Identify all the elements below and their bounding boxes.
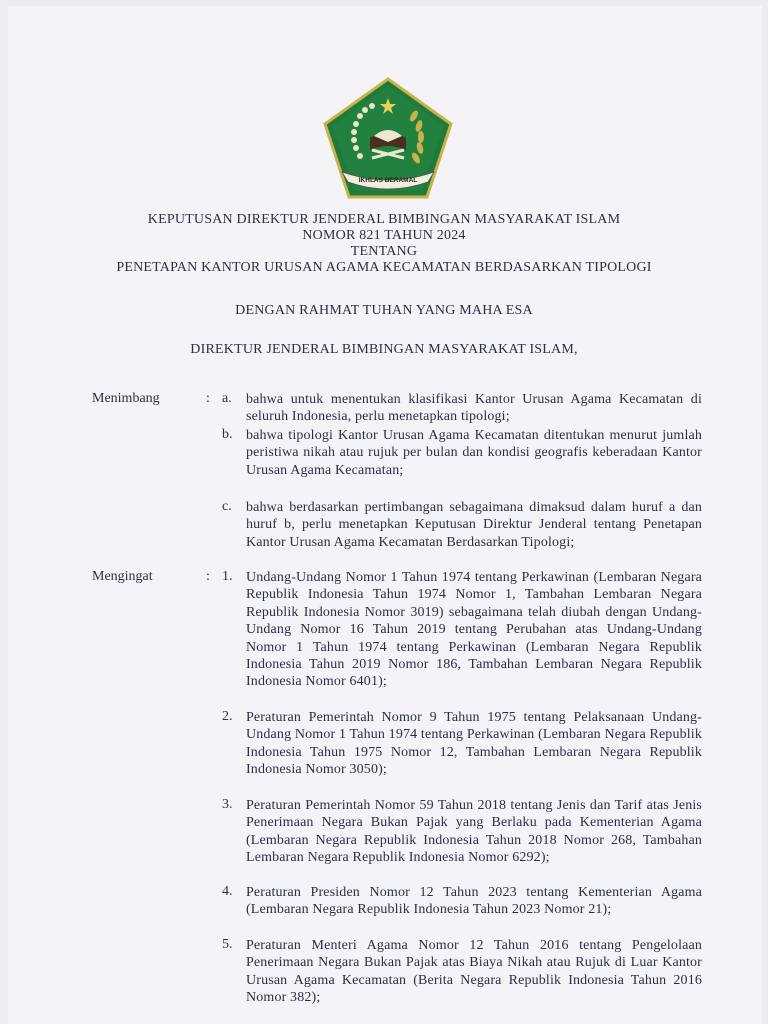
item-marker: b. [222,427,233,442]
issuer-line: DIREKTUR JENDERAL BIMBINGAN MASYARAKAT ISLAM, [190,342,578,357]
item-marker: 5. [222,937,233,952]
item-marker: 1. [222,569,233,584]
legal-basis-item: Peraturan Menteri Agama Nomor 12 Tahun 2016 tentang Pengelolaan Penerimaan Negara Bukan Pajak atas Biaya Nikah atau Rujuk di Luar Kantor Urusan Agama Kecamatan (Berita Negara Republik Indonesia Tahun 2016 Nomor 382); [246,938,702,1006]
title-line-1: KEPUTUSAN DIREKTUR JENDERAL BIMBINGAN MASYARAKAT ISLAM [147,212,621,227]
item-marker: 3. [222,797,233,812]
consideration-item: bahwa tipologi Kantor Urusan Agama Kecamatan ditentukan menurut jumlah peristiwa nikah atau rujuk per bulan dan kondisi geografis keberadaan Kantor Urusan Agama Kecamatan; [246,428,702,478]
ministry-emblem-icon [322,76,454,200]
legal-basis-item: Peraturan Pemerintah Nomor 59 Tahun 2018 tentang Jenis dan Tarif atas Jenis Penerimaan Negara Bukan Pajak yang Berlaku pada Kementerian Agama (Lembaran Negara Republik Indonesia Tahun 2018 Nomor 268, Tambahan Lembaran Negara Republik Indonesia Nomor 6292); [246,798,702,866]
emblem-motto: IKHLAS BERAMAL [358,177,418,184]
section-colon: : [206,569,210,584]
title-line-tentang: TENTANG [350,244,418,259]
legal-basis-item: Peraturan Presiden Nomor 12 Tahun 2023 tentang Kementerian Agama (Lembaran Negara Republik Indonesia Tahun 2023 Nomor 21); [246,885,702,918]
section-colon: : [206,391,210,406]
legal-basis-item: Undang-Undang Nomor 1 Tahun 1974 tentang Perkawinan (Lembaran Negara Republik Indonesia Tahun 1974 Nomor 1, Tambahan Lembaran Negara Republik Indonesia Nomor 3019) sebagaimana telah diubah dengan Undang-Undang Nomor 16 Tahun 2019 tentang Perubahan atas Undang-Undang Nomor 1 Tahun 1974 tentang Perkawinan (Lembaran Negara Republik Indonesia Tahun 2019 Nomor 186, Tambahan Lembaran Negara Republik Indonesia Nomor 6401); [246,570,702,690]
item-marker: 4. [222,884,233,899]
blessing-line: DENGAN RAHMAT TUHAN YANG MAHA ESA [235,303,533,318]
consideration-item: bahwa berdasarkan pertimbangan sebagaimana dimaksud dalam huruf a dan huruf b, perlu menetapkan Keputusan Direktur Jenderal tentang Penetapan Kantor Urusan Agama Kecamatan Berdasarkan Tipologi; [246,500,702,550]
section-label-mengingat: Mengingat [92,569,153,584]
decree-subject: PENETAPAN KANTOR URUSAN AGAMA KECAMATAN BERDASARKAN TIPOLOGI [116,260,652,275]
item-marker: a. [222,391,232,406]
legal-basis-item: Peraturan Pemerintah Nomor 9 Tahun 1975 tentang Pelaksanaan Undang-Undang Nomor 1 Tahun 1974 tentang Perkawinan (Lembaran Negara Republik Indonesia Tahun 1975 Nomor 12, Tambahan Lembaran Negara Republik Indonesia Nomor 3050); [246,710,702,778]
item-marker: 2. [222,709,233,724]
section-label-menimbang: Menimbang [92,391,160,406]
decree-number: NOMOR 821 TAHUN 2024 [302,228,466,243]
consideration-item: bahwa untuk menentukan klasifikasi Kantor Urusan Agama Kecamatan di seluruh Indonesia, perlu menetapkan tipologi; [246,392,702,425]
decree-title [0,212,768,276]
item-marker: c. [222,499,232,514]
